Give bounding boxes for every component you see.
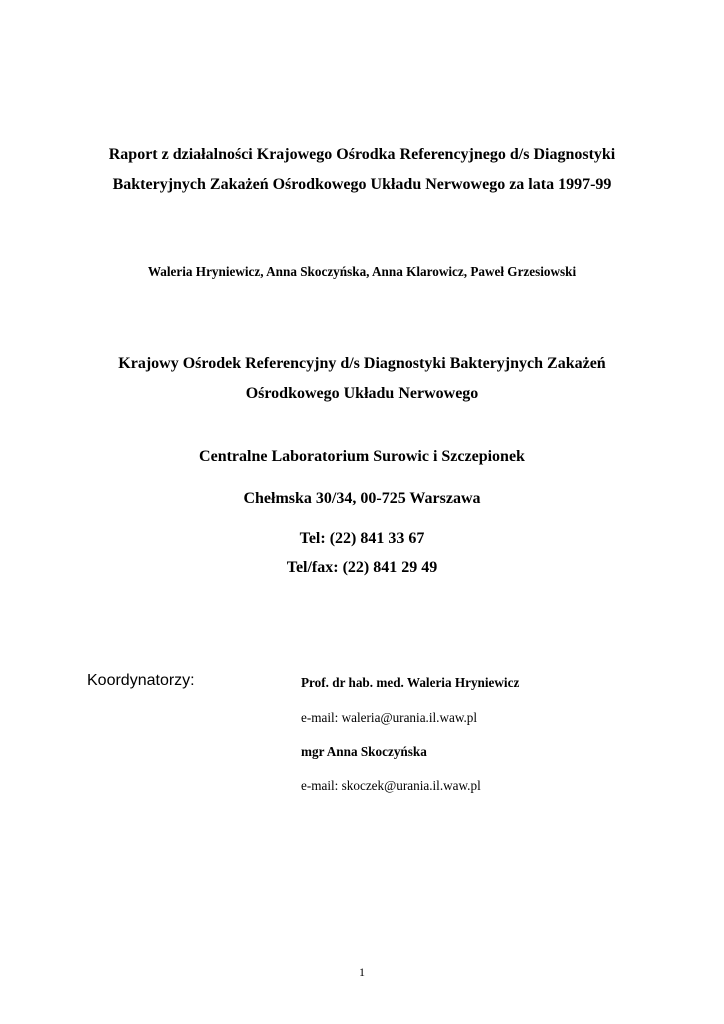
institution-line-2: Ośrodkowego Układu Nerwowego [245, 385, 479, 402]
laboratory-name: Centralne Laboratorium Surowic i Szczepionek [199, 448, 525, 465]
report-title-line-2: Bakteryjnych Zakażeń Ośrodkowego Układu Nerwowego za lata 1997-99 [112, 176, 612, 193]
authors-line: Waleria Hryniewicz, Anna Skoczyńska, Anna Klarowicz, Paweł Grzesiowski [147, 264, 577, 279]
institution-line-1: Krajowy Ośrodek Referencyjny d/s Diagnostyki Bakteryjnych Zakażeń [118, 355, 606, 372]
coordinator-1-name: Prof. dr hab. med. Waleria Hryniewicz [301, 675, 520, 690]
coordinator-2-name: mgr Anna Skoczyńska [301, 744, 427, 759]
coordinators-label: Koordynatorzy: [87, 672, 195, 689]
coordinator-1-email: e-mail: waleria@urania.il.waw.pl [301, 710, 478, 725]
page-number: 1 [359, 965, 365, 979]
report-title-line-1: Raport z działalności Krajowego Ośrodka Referencyjnego d/s Diagnostyki [108, 146, 616, 163]
coordinator-2-email: e-mail: skoczek@urania.il.waw.pl [301, 778, 481, 793]
address-line: Chełmska 30/34, 00-725 Warszawa [243, 490, 481, 507]
telephone-line: Tel: (22) 841 33 67 [299, 530, 425, 547]
telfax-line: Tel/fax: (22) 841 29 49 [286, 559, 438, 576]
